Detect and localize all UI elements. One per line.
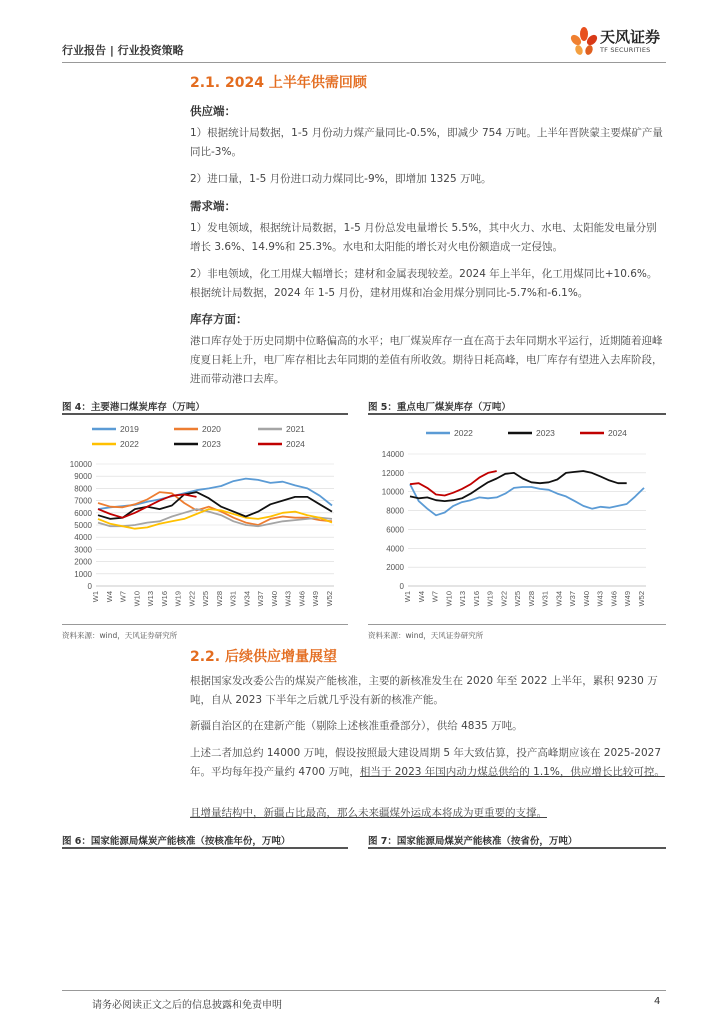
y-tick-label: 6000	[74, 508, 92, 518]
y-tick-label: 6000	[386, 525, 404, 535]
inventory-paragraph: 港口库存处于历史同期中位略偏高的水平；电厂煤炭库存一直在高于去年同期水平运行，近期随着迎峰度夏日耗上升，电厂库存相比去年同期的差值有所收敛。期待日耗高峰，电厂库存有望进入去库阶段，进而带动港口去库。	[190, 335, 663, 385]
fig5-bottom-rule	[368, 624, 666, 625]
y-tick-label: 3000	[74, 545, 92, 555]
power-plant-inventory-chart	[368, 418, 666, 620]
x-tick-label: W22	[499, 591, 509, 607]
y-tick-label: 14000	[381, 450, 404, 459]
x-tick-label: W49	[311, 591, 321, 607]
legend-label-2020: 2020	[202, 424, 221, 434]
port-inventory-chart	[62, 418, 348, 620]
y-tick-label: 4000	[386, 544, 404, 554]
outlook-paragraph-3	[190, 744, 666, 782]
x-tick-label: W28	[526, 591, 536, 607]
outlook-paragraph-3a: 上述二者加总约 14000 万吨，假设按照最大建设周期 5 年大致估算，投产高峰期应该在 2025-2027 年。平均每年投产量约 4700 万吨，	[190, 747, 662, 778]
demand-paragraph-1: 1）发电领域，根据统计局数据，1-5 月份总发电量增长 5.5%，其中火力、水电、太阳能发电量分别增长 3.6%、14.9%和 25.3%。水电和太阳能的增长对火电份额造成一定侵蚀。	[190, 222, 657, 253]
fig4-source: 资料来源：wind，天风证券研究所	[62, 631, 178, 640]
x-tick-label: W46	[609, 591, 619, 607]
x-tick-label: W52	[637, 591, 646, 607]
series-line-2023	[410, 471, 627, 501]
x-tick-label: W7	[430, 591, 440, 603]
legend-label-2023: 2023	[536, 428, 555, 438]
y-tick-label: 7000	[74, 496, 92, 506]
legend-label-2022: 2022	[120, 439, 139, 449]
x-tick-label: W43	[595, 591, 605, 607]
outlook-paragraph-4: 且增量结构中，新疆占比最高，那么未来疆煤外运成本将成为更重要的支撑。	[190, 807, 547, 819]
supply-heading: 供应端：	[190, 104, 236, 118]
x-tick-label: W7	[118, 591, 128, 603]
legend-label-2022: 2022	[454, 428, 473, 438]
section-title-2-1: 2.1. 2024 上半年供需回顾	[190, 75, 367, 91]
footer-divider	[62, 990, 666, 991]
logo-en-text: TF SECURITIES	[600, 46, 651, 54]
x-tick-label: W4	[104, 591, 114, 603]
supply-paragraph-2: 2）进口量，1-5 月份进口动力煤同比-9%，即增加 1325 万吨。	[190, 173, 492, 185]
y-tick-label: 8000	[74, 484, 92, 494]
fig4-bottom-rule	[62, 624, 348, 625]
fig5-source: 资料来源：wind，天风证券研究所	[368, 631, 484, 640]
x-tick-label: W37	[256, 591, 266, 607]
fig6-top-rule	[62, 847, 348, 849]
logo-cn-text: 天风证券	[600, 28, 661, 46]
page-number: 4	[654, 996, 661, 1007]
y-tick-label: 9000	[74, 472, 92, 482]
x-tick-label: W34	[554, 591, 564, 607]
y-tick-label: 0	[399, 582, 404, 591]
x-tick-label: W22	[187, 591, 197, 607]
inventory-heading: 库存方面：	[190, 312, 248, 326]
y-tick-label: 2000	[74, 557, 92, 567]
supply-paragraph-1: 1）根据统计局数据，1-5 月份动力煤产量同比-0.5%，即减少 754 万吨。上半年晋陕蒙主要煤矿产量同比-3%。	[190, 127, 663, 158]
x-tick-label: W46	[297, 591, 307, 607]
x-tick-label: W1	[403, 591, 412, 603]
x-tick-label: W28	[214, 591, 224, 607]
header-divider	[62, 62, 666, 63]
x-tick-label: W49	[623, 591, 633, 607]
y-tick-label: 2000	[386, 563, 404, 573]
section-title-2-2: 2.2. 后续供应增量展望	[190, 649, 337, 665]
x-tick-label: W43	[283, 591, 293, 607]
x-tick-label: W13	[146, 591, 156, 607]
y-tick-label: 12000	[381, 468, 404, 478]
x-tick-label: W16	[159, 591, 169, 607]
company-logo	[570, 24, 680, 60]
x-tick-label: W16	[471, 591, 481, 607]
flower-logo-icon	[570, 24, 598, 58]
x-tick-label: W37	[568, 591, 578, 607]
x-tick-label: W25	[513, 591, 523, 607]
fig6-title: 图 6：国家能源局煤炭产能核准（按核准年份，万吨）	[62, 836, 291, 847]
y-tick-label: 10000	[69, 460, 92, 469]
report-category: 行业报告 | 行业投资策略	[62, 44, 184, 57]
legend-label-2023: 2023	[202, 439, 221, 449]
fig5-top-rule	[368, 413, 666, 415]
outlook-paragraph-3b-underlined: 相当于 2023 年国内动力煤总供给的 1.1%，供应增长比较可控。	[359, 766, 665, 778]
x-tick-label: W19	[485, 591, 495, 607]
outlook-paragraph-1: 根据国家发改委公告的煤炭产能核准，主要的新核准发生在 2020 年至 2022 上半年，累积 9230 万吨，自从 2023 下半年之后就几乎没有新的核准产能。	[190, 675, 658, 706]
x-tick-label: W34	[242, 591, 252, 607]
x-tick-label: W52	[325, 591, 334, 607]
y-tick-label: 0	[87, 582, 92, 591]
x-tick-label: W13	[458, 591, 468, 607]
y-tick-label: 8000	[386, 506, 404, 516]
x-tick-label: W19	[173, 591, 183, 607]
x-tick-label: W40	[581, 591, 591, 607]
demand-heading: 需求端：	[190, 199, 236, 213]
legend-label-2019: 2019	[120, 424, 139, 434]
legend-label-2024: 2024	[286, 439, 305, 449]
legend-label-2021: 2021	[286, 424, 305, 434]
y-tick-label: 4000	[74, 533, 92, 543]
outlook-paragraph-2: 新疆自治区的在建新产能（剔除上述核准重叠部分），供给 4835 万吨。	[190, 720, 523, 732]
x-tick-label: W40	[269, 591, 279, 607]
x-tick-label: W25	[201, 591, 211, 607]
demand-paragraph-2: 2）非电领域，化工用煤大幅增长；建材和金属表现较差。2024 年上半年，化工用煤同比+10.6%。根据统计局数据，2024 年 1-5 月份，建材用煤和冶金用煤分别同比-5.7%和-6.1%。	[190, 268, 658, 299]
fig4-top-rule	[62, 413, 348, 415]
legend-label-2024: 2024	[608, 428, 627, 438]
x-tick-label: W10	[444, 591, 454, 607]
fig4-title: 图 4：主要港口煤炭库存（万吨）	[62, 402, 205, 413]
y-tick-label: 10000	[381, 487, 404, 497]
fig5-title: 图 5：重点电厂煤炭库存（万吨）	[368, 402, 511, 413]
fig7-top-rule	[368, 847, 666, 849]
y-tick-label: 5000	[74, 521, 92, 530]
x-tick-label: W4	[416, 591, 426, 603]
x-tick-label: W31	[228, 591, 238, 607]
x-tick-label: W31	[540, 591, 550, 607]
fig7-title: 图 7：国家能源局煤炭产能核准（按省份，万吨）	[368, 836, 578, 847]
x-tick-label: W1	[91, 591, 100, 603]
footer-disclaimer: 请务必阅读正文之后的信息披露和免责申明	[92, 1000, 282, 1011]
x-tick-label: W10	[132, 591, 142, 607]
y-tick-label: 1000	[74, 569, 92, 579]
